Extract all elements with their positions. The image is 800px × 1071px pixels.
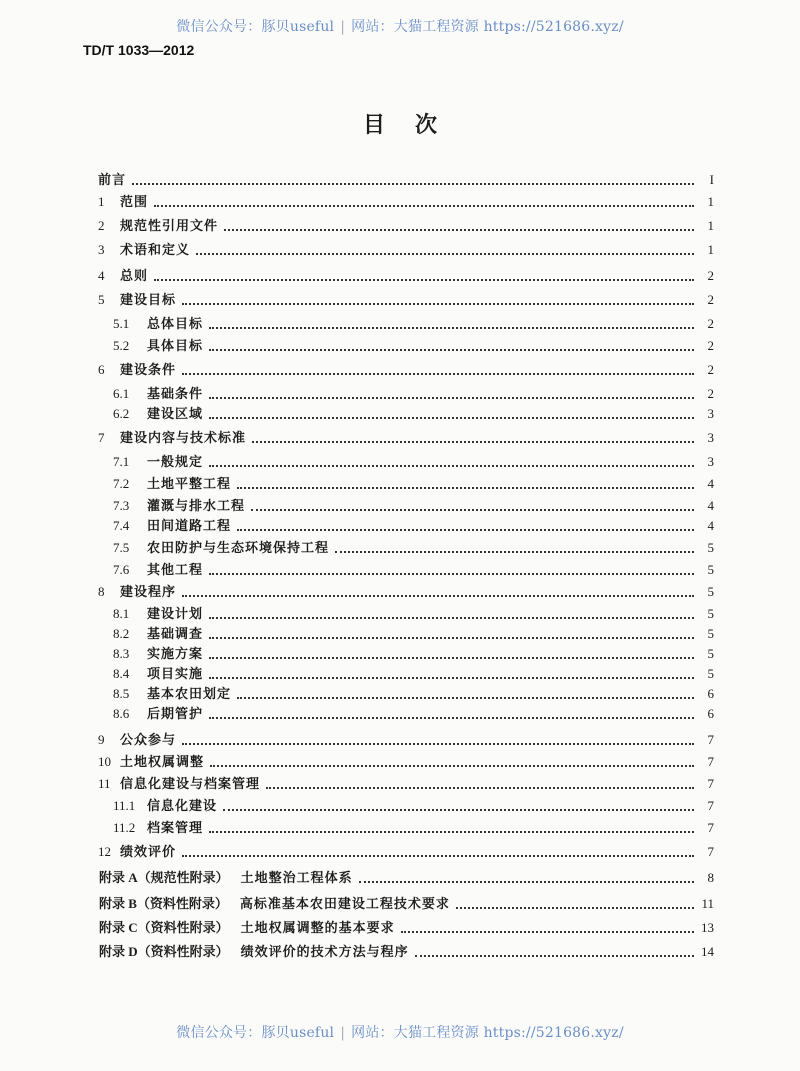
toc-entry[interactable]	[113, 385, 714, 403]
toc-entry-page: 1	[707, 194, 714, 209]
toc-entry[interactable]	[113, 819, 714, 837]
toc-entry-page: 2	[707, 386, 714, 401]
toc-entry-number: 11.2	[113, 820, 136, 835]
toc-entry-number: 3	[98, 242, 105, 257]
watermark-left: 微信公众号：豚贝useful	[176, 19, 335, 35]
toc-entry[interactable]	[113, 665, 714, 683]
toc-entry-number: 8.4	[113, 666, 130, 681]
watermark-top	[0, 16, 800, 36]
toc-entry[interactable]	[113, 605, 714, 623]
toc-leader-dots	[209, 637, 694, 639]
toc-entry-page: 11	[701, 896, 714, 911]
toc-entry-page: 3	[707, 406, 714, 421]
toc-entry-title: 田间道路工程	[147, 519, 232, 534]
toc-entry-number: 7.4	[113, 518, 130, 533]
toc-entry-title: 基础条件	[147, 387, 204, 402]
watermark-right: 网站：大猫工程资源 https://521686.xyz/	[351, 1025, 624, 1041]
toc-entry-page: 4	[707, 518, 714, 533]
toc-entry-page: 4	[707, 498, 714, 513]
toc-entry-title: 农田防护与生态环境保持工程	[147, 541, 330, 556]
toc-entry-number: 7.5	[113, 540, 130, 555]
toc-entry[interactable]	[98, 361, 714, 379]
standard-number: TD/T 1033—2012	[83, 42, 195, 58]
toc-entry-number: 附录 A（规范性附录）	[99, 870, 229, 885]
toc-entry[interactable]	[113, 337, 714, 355]
toc-entry-page: 5	[707, 562, 714, 577]
toc-entry-number: 5.2	[113, 338, 130, 353]
toc-entry-title: 土地整治工程体系	[240, 871, 353, 886]
toc-leader-dots	[224, 229, 694, 231]
toc-entry-number: 附录 D（资料性附录）	[99, 944, 229, 959]
toc-entry-page: 13	[701, 920, 714, 935]
watermark-right: 网站：大猫工程资源 https://521686.xyz/	[351, 19, 624, 35]
toc-entry[interactable]	[99, 919, 714, 937]
page-title: 目次	[362, 112, 467, 138]
toc-entry[interactable]	[98, 267, 714, 285]
toc-entry-number: 7.1	[113, 454, 130, 469]
toc-entry-title: 建设程序	[120, 585, 177, 600]
watermark-bottom	[0, 1022, 800, 1042]
toc-entry[interactable]	[113, 645, 714, 663]
toc-leader-dots	[209, 327, 694, 329]
toc-entry-title: 绩效评价的技术方法与程序	[240, 945, 409, 960]
toc-leader-dots	[209, 657, 694, 659]
toc-entry-number: 4	[98, 268, 105, 283]
toc-entry-page: 5	[707, 606, 714, 621]
toc-entry-page: 2	[707, 338, 714, 353]
watermark-sep: |	[340, 1025, 346, 1041]
toc-leader-dots	[209, 677, 694, 679]
watermark-sep: |	[340, 19, 346, 35]
toc-entry[interactable]	[113, 685, 714, 703]
toc-leader-dots	[182, 303, 694, 305]
toc-entry-page: 7	[707, 776, 714, 791]
toc-entry-number: 8.6	[113, 706, 130, 721]
toc-entry-page: 5	[707, 666, 714, 681]
toc-entry-number: 7.3	[113, 498, 130, 513]
toc-entry-page: 2	[707, 268, 714, 283]
toc-leader-dots	[209, 617, 694, 619]
toc-entry-page: 5	[707, 646, 714, 661]
toc-leader-dots	[154, 205, 694, 207]
toc-entry-number: 8.1	[113, 606, 130, 621]
toc-entry-title: 公众参与	[120, 733, 177, 748]
toc-leader-dots	[182, 743, 694, 745]
toc-leader-dots	[182, 373, 694, 375]
toc-leader-dots	[415, 955, 694, 957]
toc-entry-title: 建设计划	[147, 607, 204, 622]
toc-leader-dots	[209, 717, 694, 719]
toc-entry-number: 9	[98, 732, 105, 747]
toc-leader-dots	[237, 529, 694, 531]
toc-entry-page: 7	[707, 732, 714, 747]
toc-entry[interactable]	[113, 705, 714, 723]
toc-entry-number: 附录 C（资料性附录）	[99, 920, 229, 935]
toc-leader-dots	[237, 487, 694, 489]
toc-entry[interactable]	[98, 843, 714, 861]
toc-leader-dots	[209, 417, 694, 419]
toc-entry[interactable]	[99, 943, 714, 961]
toc-entry-page: 1	[707, 218, 714, 233]
toc-leader-dots	[210, 765, 694, 767]
toc-entry-page: 14	[701, 944, 714, 959]
toc-leader-dots	[335, 551, 694, 553]
toc-entry-title: 土地平整工程	[147, 477, 232, 492]
toc-leader-dots	[359, 881, 694, 883]
toc-entry-number: 8.5	[113, 686, 130, 701]
toc-entry-number: 6	[98, 362, 105, 377]
toc-entry-title: 信息化建设	[147, 799, 218, 814]
toc-entry-page: 2	[707, 316, 714, 331]
toc-entry-page: 3	[707, 454, 714, 469]
toc-entry-page: 7	[707, 798, 714, 813]
toc-entry-page: 6	[707, 686, 714, 701]
toc-entry-page: 7	[707, 820, 714, 835]
toc-leader-dots	[132, 183, 694, 185]
toc-entry[interactable]	[113, 539, 714, 557]
toc-leader-dots	[196, 253, 694, 255]
toc-leader-dots	[154, 279, 694, 281]
toc-entry[interactable]	[113, 497, 714, 515]
toc-entry-title: 基础调查	[147, 627, 204, 642]
toc-entry-number: 11.1	[113, 798, 136, 813]
toc-entry-title: 前言	[98, 173, 127, 188]
toc-entry-title: 建设目标	[120, 293, 177, 308]
toc-entry-number: 5.1	[113, 316, 130, 331]
toc-entry-title: 土地权属调整的基本要求	[240, 921, 395, 936]
toc-entry-page: 2	[707, 362, 714, 377]
toc-entry-title: 建设内容与技术标准	[120, 431, 247, 446]
toc-entry-title: 信息化建设与档案管理	[120, 777, 261, 792]
toc-leader-dots	[209, 465, 694, 467]
toc-entry-number: 8.3	[113, 646, 130, 661]
toc-entry-page: 5	[707, 540, 714, 555]
toc-leader-dots	[209, 831, 694, 833]
toc-leader-dots	[456, 907, 694, 909]
toc-leader-dots	[182, 855, 694, 857]
toc-leader-dots	[401, 931, 694, 933]
toc-entry-title: 项目实施	[147, 667, 204, 682]
toc-entry-number: 5	[98, 292, 105, 307]
toc-entry-number: 附录 B（资料性附录）	[99, 896, 228, 911]
toc-entry[interactable]	[98, 429, 714, 447]
toc-leader-dots	[182, 595, 694, 597]
toc-leader-dots	[209, 397, 694, 399]
toc-entry-title: 一般规定	[147, 455, 204, 470]
toc-leader-dots	[266, 787, 694, 789]
toc-entry[interactable]	[113, 453, 714, 471]
toc-entry[interactable]	[98, 731, 714, 749]
toc-entry[interactable]	[98, 217, 714, 235]
toc-entry-title: 具体目标	[147, 339, 204, 354]
toc-entry-title: 术语和定义	[120, 243, 191, 258]
toc-leader-dots	[251, 509, 694, 511]
toc-entry[interactable]	[113, 625, 714, 643]
toc-entry-title: 总体目标	[147, 317, 204, 332]
toc-entry-number: 11	[98, 776, 111, 791]
toc-entry-title: 总则	[120, 269, 149, 284]
toc-entry-title: 其他工程	[147, 563, 204, 578]
toc-entry[interactable]	[113, 797, 714, 815]
toc-entry[interactable]	[98, 241, 714, 259]
toc-entry-number: 8	[98, 584, 105, 599]
toc-entry-title: 土地权属调整	[120, 755, 205, 770]
toc-entry-title: 后期管护	[147, 707, 204, 722]
toc-entry[interactable]	[113, 561, 714, 579]
toc-entry-page: 7	[707, 754, 714, 769]
toc-entry[interactable]	[113, 475, 714, 493]
toc-leader-dots	[237, 697, 694, 699]
toc-entry[interactable]	[98, 583, 714, 601]
toc-leader-dots	[209, 349, 694, 351]
toc-entry-number: 6.2	[113, 406, 130, 421]
watermark-left: 微信公众号：豚贝useful	[176, 1025, 335, 1041]
toc-entry-number: 8.2	[113, 626, 130, 641]
toc-entry-page: 5	[707, 584, 714, 599]
toc-entry[interactable]	[99, 869, 714, 887]
toc-entry-number: 10	[98, 754, 111, 769]
toc-entry-number: 1	[98, 194, 105, 209]
toc-entry-number: 2	[98, 218, 105, 233]
toc-entry-page: 6	[707, 706, 714, 721]
toc-entry[interactable]	[113, 517, 714, 535]
toc-entry-number: 6.1	[113, 386, 130, 401]
toc-entry-page: 4	[707, 476, 714, 491]
toc-entry-page: 7	[707, 844, 714, 859]
toc-entry-page: 2	[707, 292, 714, 307]
toc-entry-title: 档案管理	[147, 821, 204, 836]
toc-entry-page: 1	[707, 242, 714, 257]
toc-entry[interactable]	[98, 753, 714, 771]
toc-entry-title: 绩效评价	[120, 845, 177, 860]
toc-entry-page: 3	[707, 430, 714, 445]
toc-entry[interactable]	[113, 315, 714, 333]
toc-entry-page: 5	[707, 626, 714, 641]
toc-entry-number: 7	[98, 430, 105, 445]
toc-entry-number: 12	[98, 844, 111, 859]
toc-entry-title: 建设条件	[120, 363, 177, 378]
toc-entry-number: 7.2	[113, 476, 130, 491]
toc-leader-dots	[209, 573, 694, 575]
toc-entry-number: 7.6	[113, 562, 130, 577]
toc-entry-title: 规范性引用文件	[120, 219, 219, 234]
toc-entry[interactable]	[99, 895, 714, 913]
toc-entry[interactable]	[98, 193, 714, 211]
toc-entry-page: I	[709, 172, 714, 187]
toc-entry[interactable]	[113, 405, 714, 423]
toc-entry[interactable]	[98, 291, 714, 309]
toc-entry-title: 基本农田划定	[147, 687, 232, 702]
toc-entry-title: 建设区域	[147, 407, 204, 422]
toc-entry-page: 8	[707, 870, 714, 885]
toc-entry[interactable]	[98, 171, 714, 189]
toc-entry-title: 实施方案	[147, 647, 204, 662]
toc-entry[interactable]	[98, 775, 714, 793]
toc-entry-title: 高标准基本农田建设工程技术要求	[239, 897, 450, 912]
toc-leader-dots	[252, 441, 694, 443]
toc-leader-dots	[223, 809, 694, 811]
toc-entry-title: 范围	[120, 195, 149, 210]
toc-entry-title: 灌溉与排水工程	[147, 499, 246, 514]
